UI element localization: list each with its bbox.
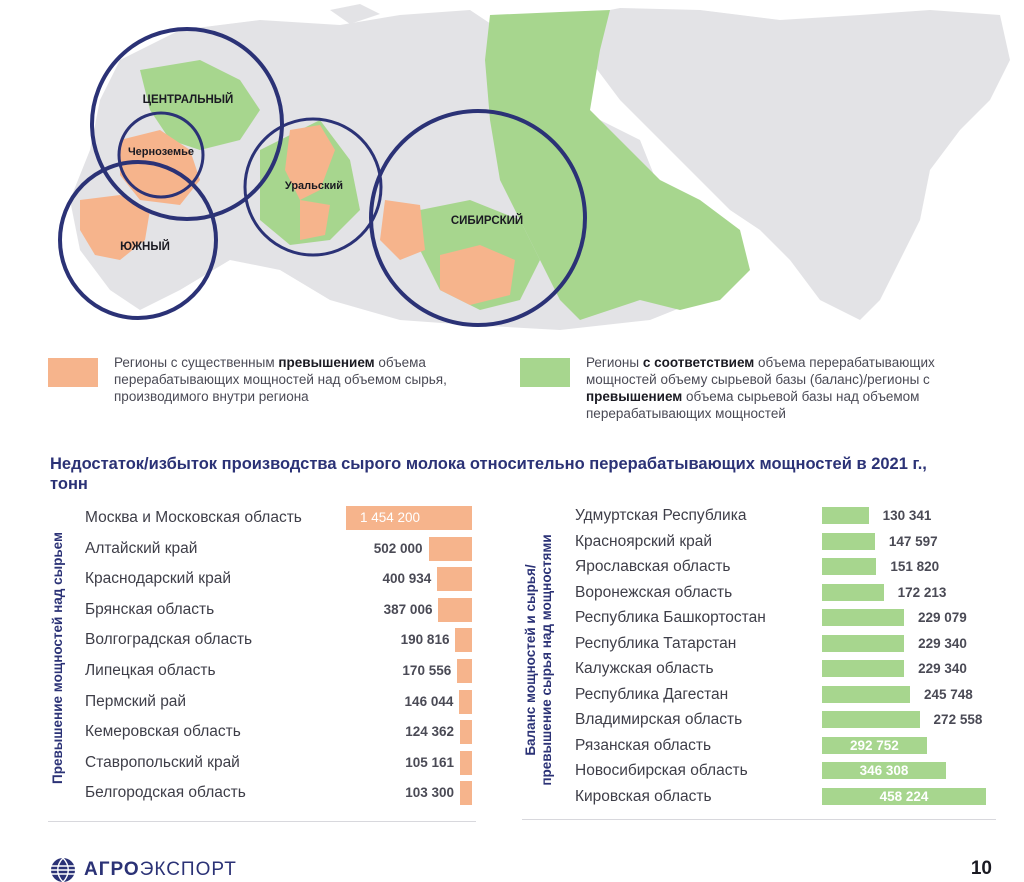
bar-row [48, 598, 476, 622]
bar-row [48, 628, 476, 652]
bar [460, 720, 472, 744]
bar-category-label: Кировская область [575, 787, 712, 805]
right-axis-label-line2: превышение сырья над мощностями [539, 534, 554, 786]
bar-value-label: 146 044 [404, 693, 454, 709]
left-axis-label: Превышение мощностей над сырьем [50, 532, 65, 784]
label-siberian: СИБИРСКИЙ [450, 215, 524, 227]
bar-category-label: Ставропольский край [85, 753, 240, 771]
bar-value-label: 190 816 [400, 632, 450, 648]
bar-value-label: 105 161 [405, 754, 454, 770]
bar [822, 660, 904, 677]
bar-row [48, 720, 476, 744]
bar-category-label: Брянская область [85, 600, 215, 618]
bar-category-label: Новосибирская область [575, 762, 748, 779]
bar-row [522, 759, 996, 783]
bar-row [522, 555, 996, 579]
bar [822, 507, 869, 524]
bar-row [522, 504, 996, 528]
bar-value-label: 124 362 [405, 724, 454, 740]
bar-value-label: 387 006 [383, 601, 433, 617]
bar-category-label: Республика Татарстан [575, 634, 737, 652]
bar [460, 751, 472, 775]
bar-row [522, 632, 996, 656]
bar-category-label: Республика Башкортостан [575, 609, 766, 626]
right-axis-label-line1: Баланс мощностей и сырья/ [523, 564, 538, 756]
bar-row [522, 734, 996, 758]
bar-category-label: Москва и Московская область [85, 509, 302, 526]
bar-value-label: 103 300 [405, 785, 454, 801]
bar-value-label: 172 213 [897, 584, 947, 600]
bar [438, 598, 472, 622]
russia-regions-map [0, 0, 1024, 340]
bar-row [522, 708, 996, 732]
chart-title: Недостаток/избыток производства сырого молока относительно перерабатывающих мощностей в 2021 г., тонн [50, 455, 927, 493]
bar-category-label: Волгоградская область [85, 631, 253, 649]
label-south: ЮЖНЫЙ [120, 241, 170, 253]
bar [457, 659, 472, 683]
page-number: 10 [970, 858, 992, 879]
bar-category-label: Рязанская область [575, 736, 712, 754]
legend-orange-text: Регионы с существенным превышением объема перерабатывающих мощностей над объемом сырья, производимого внутри региона [114, 355, 447, 404]
bar-category-label: Красноярский край [575, 532, 713, 550]
bar [822, 609, 904, 626]
bar-value-label: 400 934 [382, 571, 432, 587]
logo-text: АГРОЭКСПОРТ [84, 859, 237, 880]
bar-value-label: 229 340 [918, 661, 967, 676]
map-landmass [70, 4, 1010, 330]
bar-category-label: Ярославская область [575, 558, 731, 575]
bar-value-label: 151 820 [890, 559, 940, 574]
legend-green-text: Регионы с соответствием объема перерабатывающих мощностей объему сырьевой базы (баланс)/регионы с превышением объема сырьевой базы над объемом перерабатывающих мощностей [586, 355, 935, 421]
bar-row [48, 567, 476, 591]
bar-value-label: 292 752 [849, 737, 899, 753]
label-central: ЦЕНТРАЛЬНЫЙ [142, 94, 234, 106]
bar-category-label: Удмуртская Республика [575, 507, 747, 524]
bar-category-label: Воронежская область [575, 583, 733, 601]
legend-green-swatch [520, 358, 570, 387]
bar-value-label: 130 341 [882, 508, 932, 523]
bar [459, 690, 472, 714]
bar [822, 635, 904, 652]
bar-value-label: 170 556 [402, 663, 452, 678]
bar-value-label: 1 454 200 [359, 510, 420, 525]
bar [822, 533, 875, 550]
bar-value-label: 147 597 [888, 533, 938, 549]
bar [455, 628, 472, 652]
bar-row [522, 657, 996, 681]
bar-category-label: Республика Дагестан [575, 685, 729, 703]
bar-value-label: 229 079 [917, 610, 967, 625]
bar [822, 686, 910, 703]
bar [437, 567, 472, 591]
label-ural: Уральский [284, 180, 344, 192]
bar-row [48, 690, 476, 714]
bar [822, 584, 884, 601]
excess-capacity-chart [48, 504, 476, 822]
bar-category-label: Кемеровская область [85, 723, 241, 741]
legend-orange-swatch [48, 358, 98, 387]
bar [822, 711, 920, 728]
bar-value-label: 458 224 [879, 788, 929, 804]
bar-row [48, 537, 476, 561]
bar [460, 781, 472, 805]
bar [429, 537, 472, 561]
bar-category-label: Липецкая область [85, 662, 216, 679]
bar-row [522, 530, 996, 554]
bar-value-label: 229 340 [918, 635, 967, 651]
bar-row [522, 606, 996, 630]
bar-category-label: Краснодарский край [85, 570, 231, 588]
bar-category-label: Калужская область [575, 660, 714, 677]
bar-row [48, 781, 476, 805]
bar-value-label: 272 558 [933, 712, 983, 727]
bar-row [522, 683, 996, 707]
bar-row [48, 659, 476, 683]
agroexport-logo [50, 858, 237, 882]
bar-row [522, 581, 996, 605]
bar-row [48, 751, 476, 775]
bar-category-label: Белгородская область [85, 784, 246, 802]
bar [822, 558, 876, 575]
balance-chart [522, 502, 996, 820]
bar-value-label: 346 308 [859, 763, 909, 778]
bar-row [48, 506, 476, 530]
bar-category-label: Алтайский край [85, 539, 198, 557]
bar-category-label: Пермский рай [85, 692, 187, 710]
bar-row [522, 785, 996, 809]
bar-value-label: 502 000 [373, 540, 423, 556]
globe-icon [50, 857, 76, 882]
bar-category-label: Владимирская область [575, 711, 743, 728]
bar-value-label: 245 748 [923, 686, 973, 702]
label-chernozem: Черноземье [127, 146, 195, 158]
